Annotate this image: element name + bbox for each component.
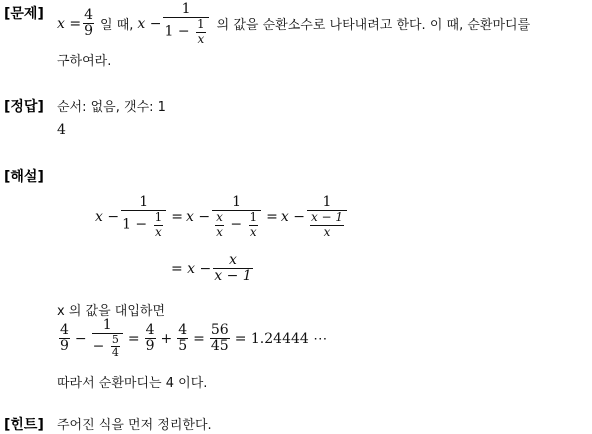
answer-line-2: 4 xyxy=(57,122,66,138)
numerator: 4 xyxy=(84,6,93,23)
minus: − xyxy=(230,217,243,234)
denominator: x xyxy=(197,31,205,46)
inner-lead: 1 − xyxy=(164,24,190,41)
denominator: 5 xyxy=(178,338,188,355)
numerator: 1 xyxy=(212,195,261,211)
numerator: x xyxy=(213,253,252,269)
answer-label: [정답] xyxy=(4,99,44,115)
explanation-equation-2 xyxy=(171,253,255,285)
explanation-equation-3 xyxy=(57,318,327,360)
fraction-x-over-xm1 xyxy=(213,253,252,285)
numerator: 1 xyxy=(163,2,208,18)
denominator: 4 xyxy=(111,346,119,360)
denominator: x xyxy=(155,224,162,239)
denominator: x xyxy=(216,224,223,239)
complex-fraction xyxy=(163,2,208,46)
numerator: 1 xyxy=(249,210,258,225)
denominator: 9 xyxy=(84,23,93,40)
inner-fraction xyxy=(154,211,164,238)
explanation-label: [해설] xyxy=(4,169,44,185)
complex-fraction xyxy=(121,195,166,239)
fraction-x-x xyxy=(215,211,224,238)
numerator: 4 xyxy=(60,321,69,338)
explanation-equation-1 xyxy=(95,195,349,239)
substitute-text: x 의 값을 대입하면 xyxy=(57,304,165,319)
numerator: 56 xyxy=(210,321,229,338)
lhs-lead: x − xyxy=(95,208,120,225)
numerator: 1 xyxy=(92,318,123,334)
denominator: x xyxy=(249,224,257,239)
denominator xyxy=(92,334,123,359)
denominator xyxy=(212,211,261,238)
expr-lead: x − xyxy=(137,15,162,32)
numerator: 1 xyxy=(197,17,205,32)
fraction-1-over-xm1-over-x xyxy=(307,195,347,239)
fraction-4-9 xyxy=(59,323,70,355)
inner-fraction xyxy=(196,18,206,45)
numerator: x xyxy=(216,210,223,225)
fraction-xm1-x xyxy=(310,211,344,238)
denominator: x xyxy=(323,224,331,239)
step2-lead: = x − xyxy=(171,260,212,277)
denominator: 45 xyxy=(210,338,229,355)
complex-fraction-2 xyxy=(212,195,261,239)
denominator: 9 xyxy=(60,338,69,355)
minus: − xyxy=(74,330,87,347)
numerator: 4 xyxy=(178,321,188,338)
problem-label: [문제] xyxy=(4,6,44,22)
fraction-5-4 xyxy=(111,334,120,359)
problem-text-1: 일 때, xyxy=(100,18,134,34)
equals: = xyxy=(193,330,205,347)
numerator: 4 xyxy=(145,321,155,338)
numerator: 1 xyxy=(154,210,163,225)
decimal-result: = 1.24444 ⋯ xyxy=(234,330,328,347)
minus: − xyxy=(92,338,105,355)
problem-text-3: 구하여라. xyxy=(57,54,112,69)
denominator xyxy=(307,211,347,238)
fraction-4-9 xyxy=(83,8,94,40)
denominator xyxy=(121,211,166,238)
x-minus: x − xyxy=(280,208,305,225)
x-minus: x − xyxy=(186,208,211,225)
hint-text: 주어진 식을 먼저 정리한다. xyxy=(57,418,212,433)
answer-line-1: 순서: 없음, 갯수: 1 xyxy=(57,100,166,115)
numerator: 1 xyxy=(121,195,166,211)
fraction-1-x xyxy=(249,211,259,238)
numerator: 1 xyxy=(307,195,347,211)
problem-statement xyxy=(57,2,530,46)
equals: = xyxy=(127,330,140,347)
equals: = xyxy=(266,208,278,225)
hint-label: [힌트] xyxy=(4,417,44,433)
fraction-4-9 xyxy=(145,323,156,355)
fraction-4-5 xyxy=(177,323,188,355)
equals: = xyxy=(171,208,183,225)
fraction-1-over-5-4 xyxy=(92,318,123,360)
denominator xyxy=(163,18,208,45)
inner-lead: 1 − xyxy=(122,217,148,234)
denominator: 9 xyxy=(145,338,155,355)
conclusion-text: 따라서 순환마디는 4 이다. xyxy=(57,376,208,391)
problem-text-2: 의 값을 순환소수로 나타내려고 한다. 이 때, 순환마디를 xyxy=(216,18,531,34)
plus: + xyxy=(160,330,173,347)
numerator: x − 1 xyxy=(310,210,344,225)
fraction-56-45 xyxy=(210,323,230,355)
denominator: x − 1 xyxy=(214,268,252,285)
numerator: 5 xyxy=(111,333,119,347)
x-equals: x = xyxy=(57,15,82,32)
